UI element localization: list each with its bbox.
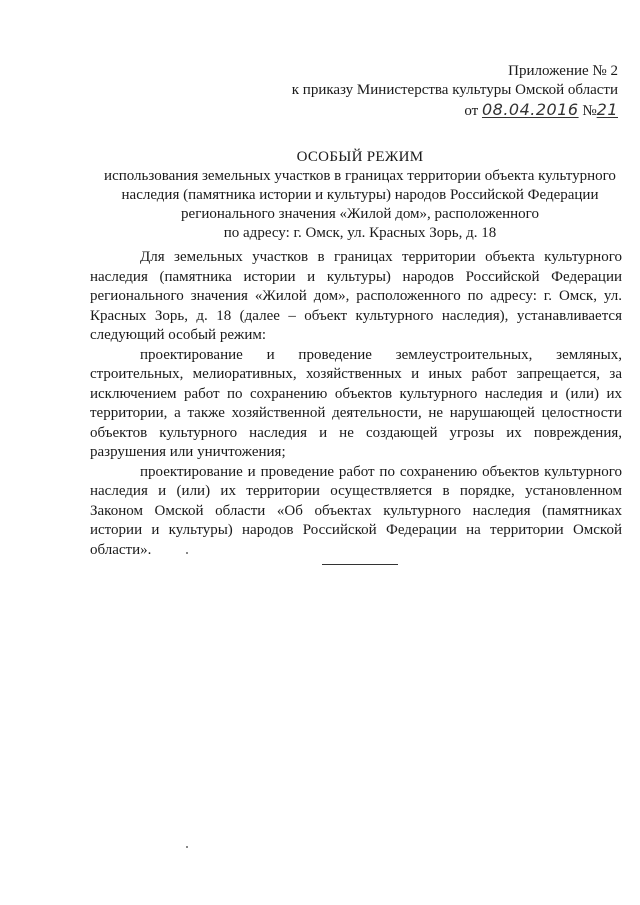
appendix-header (292, 62, 618, 121)
appendix-number: Приложение № 2 (508, 63, 618, 79)
body-paragraph-restriction: проектирование и проведение землеустроительных, земляных, строительных, мелиоративных, хозяйственных и иных работ запрещается, за исключением работ по сохранению объектов культурного наследия и (или) их территории, а также хозяйственной деятельности, не нарушающей целостности объектов культурного наследия и не создающей угрозы их повреждения, разрушения или уничтожения; (90, 346, 622, 460)
title-line-3: регионального значения «Жилой дом», расположенного (181, 206, 539, 222)
appendix-order-reference: к приказу Министерства культуры Омской области (291, 82, 618, 98)
document-title-block (90, 148, 630, 243)
handwritten-number: 21 (596, 100, 618, 119)
number-label: № (582, 103, 597, 119)
title-line-1: использования земельных участков в границах территории объекта культурного (104, 168, 616, 184)
from-label: от (464, 103, 479, 119)
document-heading: ОСОБЫЙ РЕЖИМ (296, 149, 424, 165)
appendix-date-number-line (292, 100, 618, 121)
body-paragraph-procedure: проектирование и проведение работ по сохранению объектов культурного наследия и (или) их территории осуществляется в порядке, установленном Законом Омской области «Об объектах культурного наследия (памятниках истории и культуры) народов Российской Федерации на территории Омской области». (90, 463, 622, 558)
body-paragraph-intro: Для земельных участков в границах территории объекта культурного наследия (памятника истории и культуры) народов Российской Федерации регионального значения «Жилой дом», расположенного по адресу: г. Омск, ул. Красных Зорь, д. 18 (далее – объект культурного наследия), устанавливается следующий особый режим: (90, 249, 622, 343)
document-body (90, 248, 622, 560)
title-line-2: наследия (памятника истории и культуры) народов Российской Федерации (121, 187, 599, 203)
scan-artifact-dot (186, 846, 188, 848)
title-line-4: по адресу: г. Омск, ул. Красных Зорь, д. 18 (223, 225, 497, 241)
scan-artifact-dot (186, 552, 188, 554)
end-of-document-rule (322, 564, 398, 565)
handwritten-date: 08.04.2016 (481, 100, 579, 119)
